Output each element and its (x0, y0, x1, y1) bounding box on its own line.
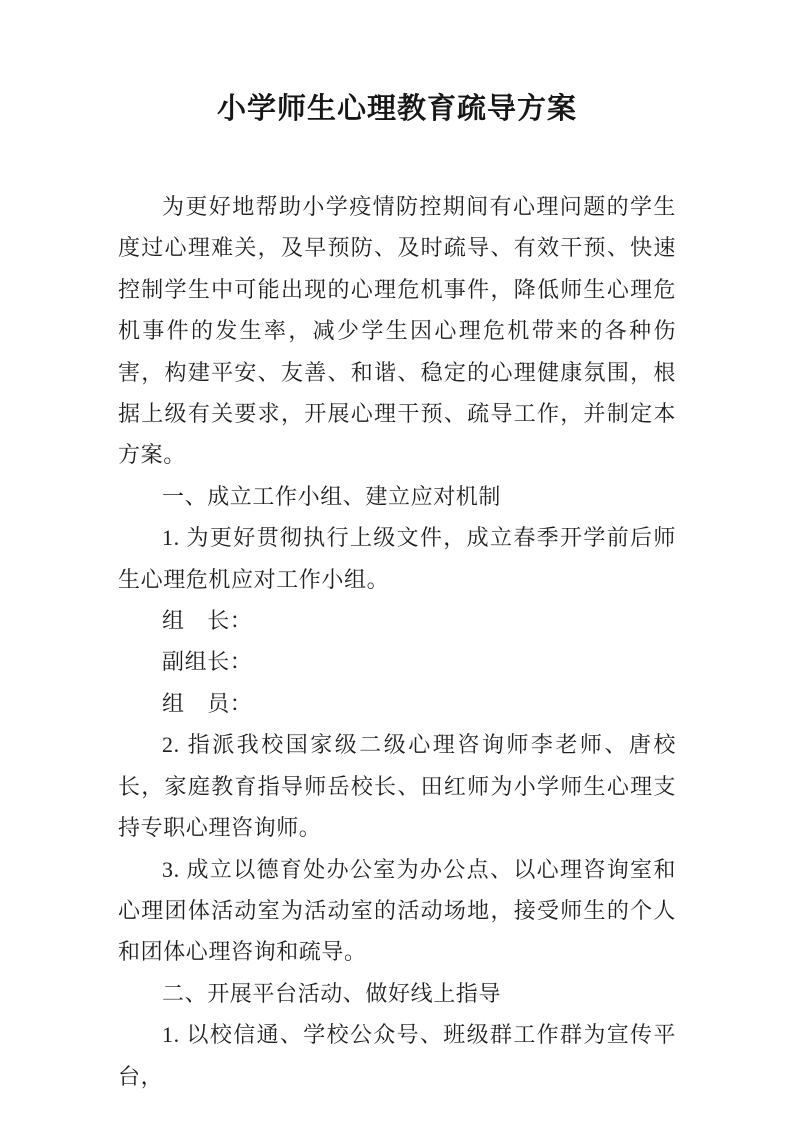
line-deputy-leader: 副组长： (162, 649, 253, 675)
line-group-leader: 组 长： (162, 608, 253, 634)
document-title-text: 小学师生心理教育疏导方案 (216, 93, 577, 125)
document-title (118, 86, 676, 132)
section-heading-2: 二、开展平台活动、做好线上指导 (162, 980, 502, 1006)
paragraph-item-1-2: 2. 指派我校国家级二级心理咨询师李老师、唐校长，家庭教育指导师岳校长、田红师为小学师生心理支持专职心理咨询师。 (118, 732, 676, 841)
line-group-members: 组 员： (162, 690, 253, 716)
document-body (118, 186, 676, 1097)
paragraph-intro: 为更好地帮助小学疫情防控期间有心理问题的学生度过心理难关，及早预防、及时疏导、有效干预、快速控制学生中可能出现的心理危机事件，降低师生心理危机事件的发生率，减少学生因心理危机带来的各种伤害，构建平安、友善、和谐、稳定的心理健康氛围，根据上级有关要求，开展心理干预、疏导工作，并制定本方案。 (118, 194, 676, 468)
paragraph-item-1-3: 3. 成立以德育处办公室为办公点、以心理咨询室和心理团体活动室为活动室的活动场地，接受师生的个人和团体心理咨询和疏导。 (118, 856, 676, 965)
paragraph-item-2-1: 1. 以校信通、学校公众号、班级群工作群为宣传平台， (118, 1022, 676, 1089)
section-heading-1: 一、成立工作小组、建立应对机制 (162, 483, 502, 509)
paragraph-item-1-1: 1. 为更好贯彻执行上级文件，成立春季开学前后师生心理危机应对工作小组。 (118, 525, 676, 592)
